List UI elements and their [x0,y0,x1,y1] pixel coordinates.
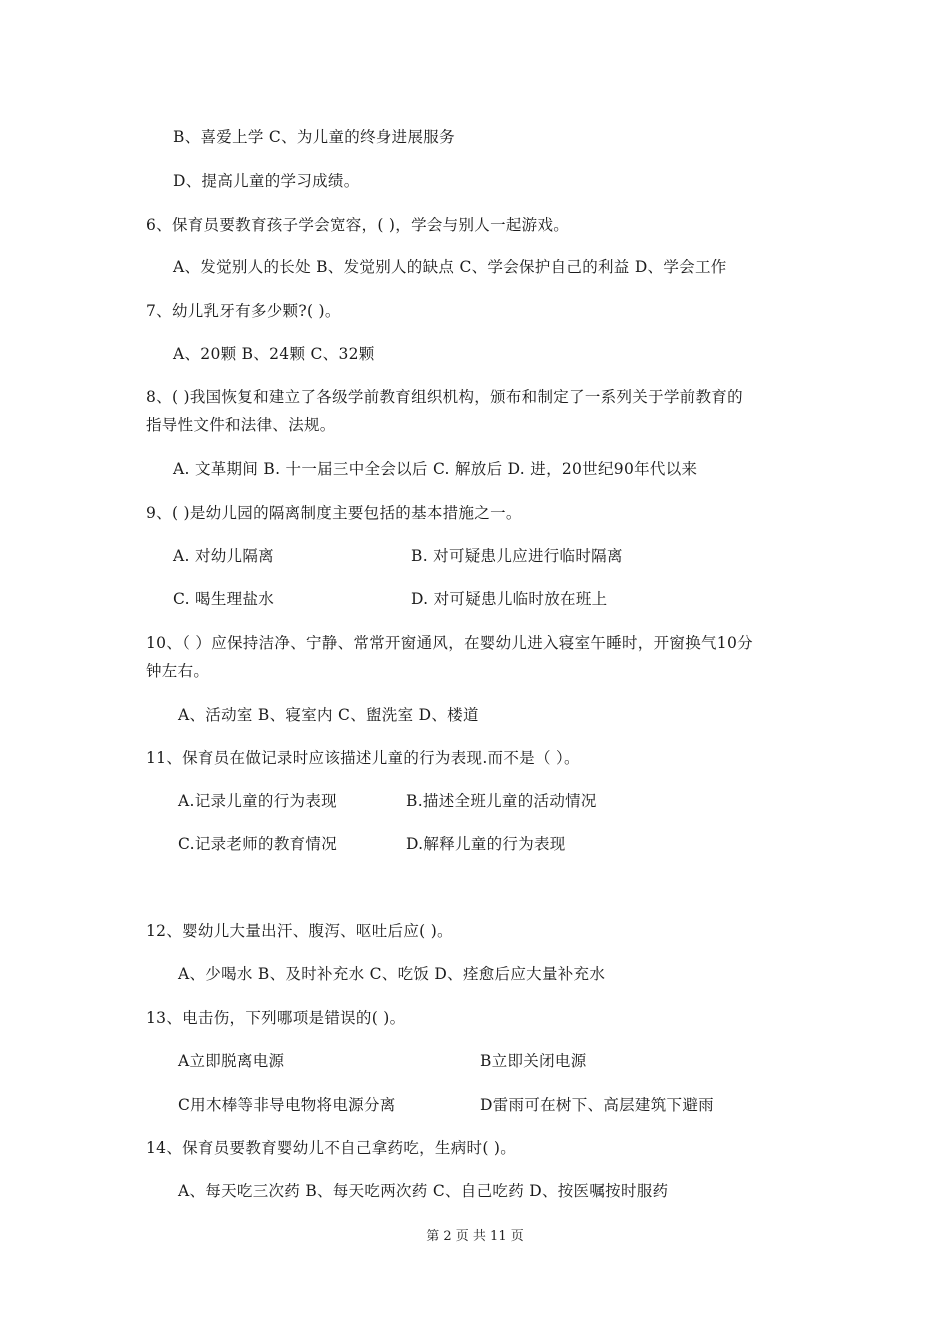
question-8-line2: 指导性文件和法律、法规。 [146,416,336,434]
question-13-option-c: C用木棒等非导电物将电源分离 [178,1096,396,1114]
question-9-option-b: B. 对可疑患儿应进行临时隔离 [411,547,623,565]
question-6: 6、保育员要教育孩子学会宽容，( )，学会与别人一起游戏。 [146,216,570,234]
question-13-option-b: B立即关闭电源 [480,1052,587,1070]
question-9-option-a: A. 对幼儿隔离 [173,547,274,565]
question-10-options: A、活动室 B、寝室内 C、盥洗室 D、楼道 [178,706,479,724]
question-11-option-a: A.记录儿童的行为表现 [178,792,337,810]
question-12: 12、婴幼儿大量出汗、腹泻、呕吐后应( )。 [146,922,453,940]
question-13-option-d: D雷雨可在树下、高层建筑下避雨 [480,1096,714,1114]
question-14: 14、保育员要教育婴幼儿不自己拿药吃，生病时( )。 [146,1139,517,1157]
question-7: 7、幼儿乳牙有多少颗?( )。 [146,302,341,320]
question-11-option-d: D.解释儿童的行为表现 [406,835,566,853]
question-8-line1: 8、( )我国恢复和建立了各级学前教育组织机构，颁布和制定了一系列关于学前教育的 [146,388,743,406]
question-11-option-b: B.描述全班儿童的活动情况 [406,792,597,810]
question-12-options: A、少喝水 B、及时补充水 C、吃饭 D、痊愈后应大量补充水 [178,965,606,983]
question-9: 9、( )是幼儿园的隔离制度主要包括的基本措施之一。 [146,504,522,522]
question-13: 13、电击伤，下列哪项是错误的( )。 [146,1009,406,1027]
question-8-options: A. 文革期间 B. 十一届三中全会以后 C. 解放后 D. 进，20世纪90年代以来 [173,460,698,478]
page-number-footer: 第 2 页 共 11 页 [426,1229,524,1244]
question-11: 11、保育员在做记录时应该描述儿童的行为表现.而不是（ ）。 [146,749,580,767]
question-10-line2: 钟左右。 [146,662,210,680]
question-14-options: A、每天吃三次药 B、每天吃两次药 C、自己吃药 D、按医嘱按时服药 [178,1182,669,1200]
q5-option-d: D、提高儿童的学习成绩。 [173,172,360,190]
question-10-line1: 10、（ ）应保持洁净、宁静、常常开窗通风，在婴幼儿进入寝室午睡时，开窗换气10分 [146,634,753,652]
question-11-option-c: C.记录老师的教育情况 [178,835,338,853]
question-6-options: A、发觉别人的长处 B、发觉别人的缺点 C、学会保护自己的利益 D、学会工作 [173,258,727,276]
question-7-options: A、20颗 B、24颗 C、32颗 [173,345,375,363]
question-13-option-a: A立即脱离电源 [178,1052,285,1070]
q5-options-bc: B、喜爱上学 C、为儿童的终身进展服务 [173,128,455,146]
question-9-option-c: C. 喝生理盐水 [173,590,275,608]
question-9-option-d: D. 对可疑患儿临时放在班上 [411,590,608,608]
